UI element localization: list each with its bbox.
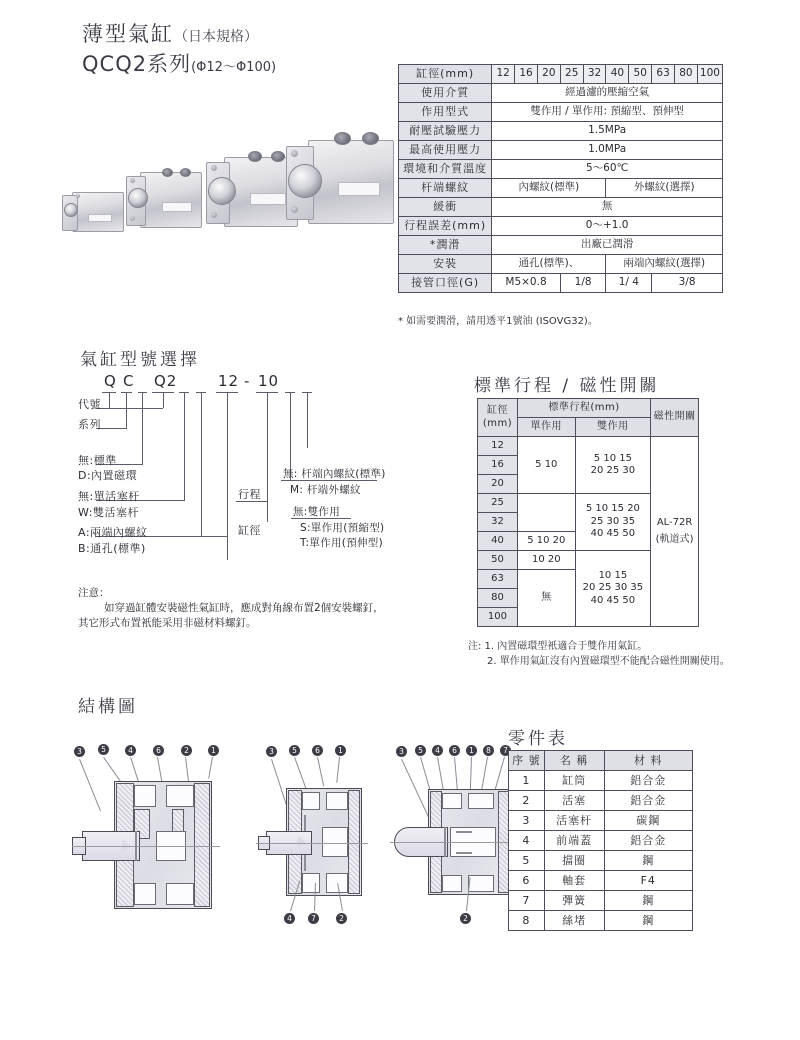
callout-bubble: 3 [74, 746, 85, 757]
legend-standard: 無:標準 [78, 454, 117, 467]
stroke-bore: 12 [478, 437, 518, 456]
section-title-structure: 結構圖 [78, 697, 138, 717]
callout-bubble: 6 [153, 745, 164, 756]
parts-list-table [508, 750, 693, 931]
legend-through-hole: B:通孔(標準) [78, 542, 146, 555]
port-size: 3/8 [652, 274, 723, 293]
table-row-header [478, 399, 699, 418]
spec-row-label: 作用型式 [399, 103, 492, 122]
table-row [399, 198, 723, 217]
bore-cell: 16 [515, 65, 538, 84]
legend-bore: 缸徑 [238, 524, 261, 537]
callout-bubble: 5 [415, 745, 426, 756]
table-row-bore [399, 65, 723, 84]
stroke-double-line: 40 45 50 [590, 594, 636, 606]
callout-bubble: 4 [432, 745, 443, 756]
part-no: 2 [509, 791, 545, 811]
table-row [509, 811, 693, 831]
stroke-double [575, 437, 651, 494]
part-name: 缸筒 [544, 771, 604, 791]
stroke-double-line: 40 45 50 [590, 528, 636, 540]
table-row [399, 84, 723, 103]
spec-row-value: 5～60℃ [492, 160, 723, 179]
stroke-double-line: 5 10 15 20 [585, 503, 640, 515]
switch-type: (軌道式) [655, 533, 694, 545]
port-size: M5×0.8 [492, 274, 561, 293]
code-char-q2: Q2 [154, 372, 178, 390]
spec-row-label: 耐壓試驗壓力 [399, 122, 492, 141]
table-row-thread [399, 179, 723, 198]
callout-bubble: 3 [396, 746, 407, 757]
stroke-double-line: 5 10 15 [593, 452, 632, 464]
parts-header-name: 名 稱 [544, 751, 604, 771]
stroke-double-line: 10 15 [598, 569, 628, 581]
stroke-bore: 16 [478, 456, 518, 475]
table-row [399, 236, 723, 255]
series-range: (Φ12～Φ100) [191, 60, 277, 75]
stroke-head-single: 單作用 [517, 418, 575, 437]
part-material: 鋼 [604, 851, 693, 871]
legend-double-rod: W:雙活塞杆 [78, 506, 139, 519]
part-no: 5 [509, 851, 545, 871]
stroke-bore: 100 [478, 608, 518, 627]
spec-row-label: 使用介質 [399, 84, 492, 103]
spec-row-label: 杆端螺紋 [399, 179, 492, 198]
bore-cell: 80 [675, 65, 698, 84]
part-material: 鋼 [604, 911, 693, 931]
stroke-switch-table [477, 398, 699, 627]
stroke-double-line: 20 25 30 35 [582, 582, 644, 594]
callout-bubble: 4 [125, 745, 136, 756]
part-material: 鋁合金 [604, 831, 693, 851]
attention-line1: 如穿過缸體安裝磁性氣缸時，應成對角線布置2個安裝螺釘， [104, 602, 384, 615]
part-name: 活塞杆 [544, 811, 604, 831]
legend-code: 代號 [78, 398, 101, 411]
part-no: 7 [509, 891, 545, 911]
bore-cell: 63 [652, 65, 675, 84]
callout-bubble: 5 [98, 744, 109, 755]
spec-row-label: 安裝 [399, 255, 492, 274]
table-row [399, 103, 723, 122]
part-no: 3 [509, 811, 545, 831]
part-name: 擋圈 [544, 851, 604, 871]
code-char-c: C [123, 372, 135, 390]
part-no: 6 [509, 871, 545, 891]
stroke-head-bore-label: 缸徑 [486, 405, 508, 416]
stroke-note-1: 注: 1. 內置磁環型衹適合于雙作用氣缸。 [468, 641, 648, 652]
table-row-port [399, 274, 723, 293]
series-name: QCQ2系列 [82, 52, 192, 76]
stroke-bore: 20 [478, 475, 518, 494]
structure-diagram-3 [394, 735, 522, 930]
table-row [478, 437, 699, 456]
callout-bubble: 6 [449, 745, 460, 756]
thread-internal: 內螺紋(標準) [492, 179, 606, 198]
callout-bubble: 5 [289, 745, 300, 756]
callout-bubble: 2 [181, 745, 192, 756]
legend-series: 系列 [78, 418, 101, 431]
table-row [509, 871, 693, 891]
section-title-parts: 零件表 [508, 729, 568, 749]
spec-row-value: 1.0MPa [492, 141, 723, 160]
spec-row-value: 無 [492, 198, 723, 217]
page-title-paren: （日本規格） [174, 29, 258, 45]
stroke-double [575, 551, 651, 627]
part-material: 鋼 [604, 891, 693, 911]
attention-note [78, 586, 384, 632]
callout-bubble: 4 [284, 913, 295, 924]
part-name: 絲堵 [544, 911, 604, 931]
part-material: F4 [604, 871, 693, 891]
stroke-single [517, 494, 575, 532]
callout-bubble: 1 [335, 745, 346, 756]
callout-bubble: 3 [266, 746, 277, 757]
stroke-single: 無 [517, 570, 575, 627]
callout-bubble: 6 [312, 745, 323, 756]
legend-stroke: 行程 [238, 488, 261, 501]
stroke-head-stroke: 標準行程(mm) [517, 399, 650, 418]
part-name: 活塞 [544, 791, 604, 811]
part-no: 1 [509, 771, 545, 791]
stroke-head-switch: 磁性開關 [651, 399, 699, 437]
parts-header-material: 材 料 [604, 751, 693, 771]
bore-cell: 25 [560, 65, 583, 84]
callout-bubble: 2 [460, 913, 471, 924]
table-row [509, 891, 693, 911]
part-material: 碳鋼 [604, 811, 693, 831]
code-char-stroke: 10 [258, 372, 280, 390]
spec-row-label: 緩衝 [399, 198, 492, 217]
product-photo-group [72, 140, 392, 255]
mount-both-thread: 兩端內螺紋(選擇) [606, 255, 723, 274]
table-row-header [509, 751, 693, 771]
structure-diagram-2 [264, 735, 379, 930]
stroke-double [575, 494, 651, 551]
spec-footnote: * 如需要潤滑，請用透平1號油 (ISOVG32)。 [398, 316, 598, 327]
part-no: 4 [509, 831, 545, 851]
spec-row-value: 出廠已潤滑 [492, 236, 723, 255]
parts-header-no: 序 號 [509, 751, 545, 771]
spec-row-label: 缸徑(mm) [399, 65, 492, 84]
attention-title: 注意： [78, 587, 110, 599]
switch-model: AL-72R [656, 517, 693, 528]
page-title [82, 18, 258, 48]
mount-through-hole: 通孔(標準)、 [492, 255, 606, 274]
stroke-bore: 63 [478, 570, 518, 589]
structure-diagram-1 [72, 735, 222, 930]
spec-row-label: 行程誤差(mm) [399, 217, 492, 236]
stroke-head-bore [478, 399, 518, 437]
table-row [399, 141, 723, 160]
section-title-model-select: 氣缸型號選擇 [80, 350, 200, 370]
thread-external: 外螺紋(選擇) [606, 179, 723, 198]
callout-bubble: 1 [208, 745, 219, 756]
part-name: 彈簧 [544, 891, 604, 911]
part-material: 鋁合金 [604, 771, 693, 791]
bore-cell: 20 [537, 65, 560, 84]
table-row [509, 791, 693, 811]
stroke-bore: 40 [478, 532, 518, 551]
spec-row-label: *潤滑 [399, 236, 492, 255]
bore-cell: 12 [492, 65, 515, 84]
table-row [509, 831, 693, 851]
structure-diagram-group [72, 735, 508, 930]
callout-bubble: 7 [500, 745, 511, 756]
bore-cell: 32 [583, 65, 606, 84]
part-no: 8 [509, 911, 545, 931]
page-title-text: 薄型氣缸 [82, 22, 174, 46]
part-name: 前端蓋 [544, 831, 604, 851]
code-char-dash: - [244, 372, 251, 390]
part-name: 軸套 [544, 871, 604, 891]
model-code-diagram [78, 368, 478, 588]
spec-row-label: 接管口徑(G) [399, 274, 492, 293]
legend-rod-internal-thread: 無: 杆端內螺紋(標準) [283, 468, 386, 480]
table-row [399, 122, 723, 141]
stroke-single: 5 10 20 [517, 532, 575, 551]
spec-row-value: 雙作用 / 單作用: 預縮型、預伸型 [492, 103, 723, 122]
port-size: 1/ 4 [606, 274, 652, 293]
legend-double-acting: 無:雙作用 [293, 506, 341, 518]
stroke-head-double: 雙作用 [575, 418, 651, 437]
table-row [399, 160, 723, 179]
port-size: 1/8 [560, 274, 606, 293]
spec-row-value: 0～+1.0 [492, 217, 723, 236]
callout-bubble: 1 [466, 745, 477, 756]
callout-bubble: 7 [308, 913, 319, 924]
table-row [509, 851, 693, 871]
table-row-mounting [399, 255, 723, 274]
stroke-bore: 80 [478, 589, 518, 608]
callout-bubble: 8 [483, 745, 494, 756]
bore-cell: 50 [629, 65, 652, 84]
stroke-bore: 32 [478, 513, 518, 532]
bore-cell: 40 [606, 65, 629, 84]
part-material: 鋁合金 [604, 791, 693, 811]
stroke-switch-cell [651, 437, 699, 627]
stroke-double-line: 25 30 35 [590, 515, 636, 527]
stroke-head-bore-unit: (mm) [482, 417, 513, 429]
table-row [509, 771, 693, 791]
spec-row-value: 經過濾的壓縮空氣 [492, 84, 723, 103]
stroke-bore: 25 [478, 494, 518, 513]
spec-row-value: 1.5MPa [492, 122, 723, 141]
attention-line2: 其它形式布置衹能采用非磁材料螺釘。 [78, 617, 257, 630]
callout-bubble: 2 [336, 913, 347, 924]
stroke-single: 5 10 [517, 437, 575, 494]
stroke-double-line: 20 25 30 [590, 465, 636, 476]
legend-both-thread: A:兩端內螺紋 [78, 526, 148, 539]
stroke-bore: 50 [478, 551, 518, 570]
legend-magnet: D:內置磁環 [78, 469, 138, 482]
table-row [509, 911, 693, 931]
legend-single-acting-extend: T:單作用(預伸型) [300, 537, 383, 549]
section-title-stroke: 標準行程 / 磁性開關 [474, 376, 660, 396]
legend-single-rod: 無:單活塞杆 [78, 490, 140, 503]
spec-row-label: 環境和介質溫度 [399, 160, 492, 179]
legend-single-acting-retract: S:單作用(預縮型) [300, 522, 385, 534]
code-char-bore: 12 [218, 372, 240, 390]
code-char-q: Q [104, 372, 117, 390]
stroke-note-2: 2. 單作用氣缸沒有內置磁環型不能配合磁性開關使用。 [487, 656, 730, 667]
table-row [399, 217, 723, 236]
stroke-single: 10 20 [517, 551, 575, 570]
legend-rod-external-thread: M: 杆端外螺紋 [290, 484, 361, 496]
specification-table [398, 64, 723, 293]
series-title [82, 48, 276, 78]
spec-row-label: 最高使用壓力 [399, 141, 492, 160]
bore-cell: 100 [697, 65, 722, 84]
